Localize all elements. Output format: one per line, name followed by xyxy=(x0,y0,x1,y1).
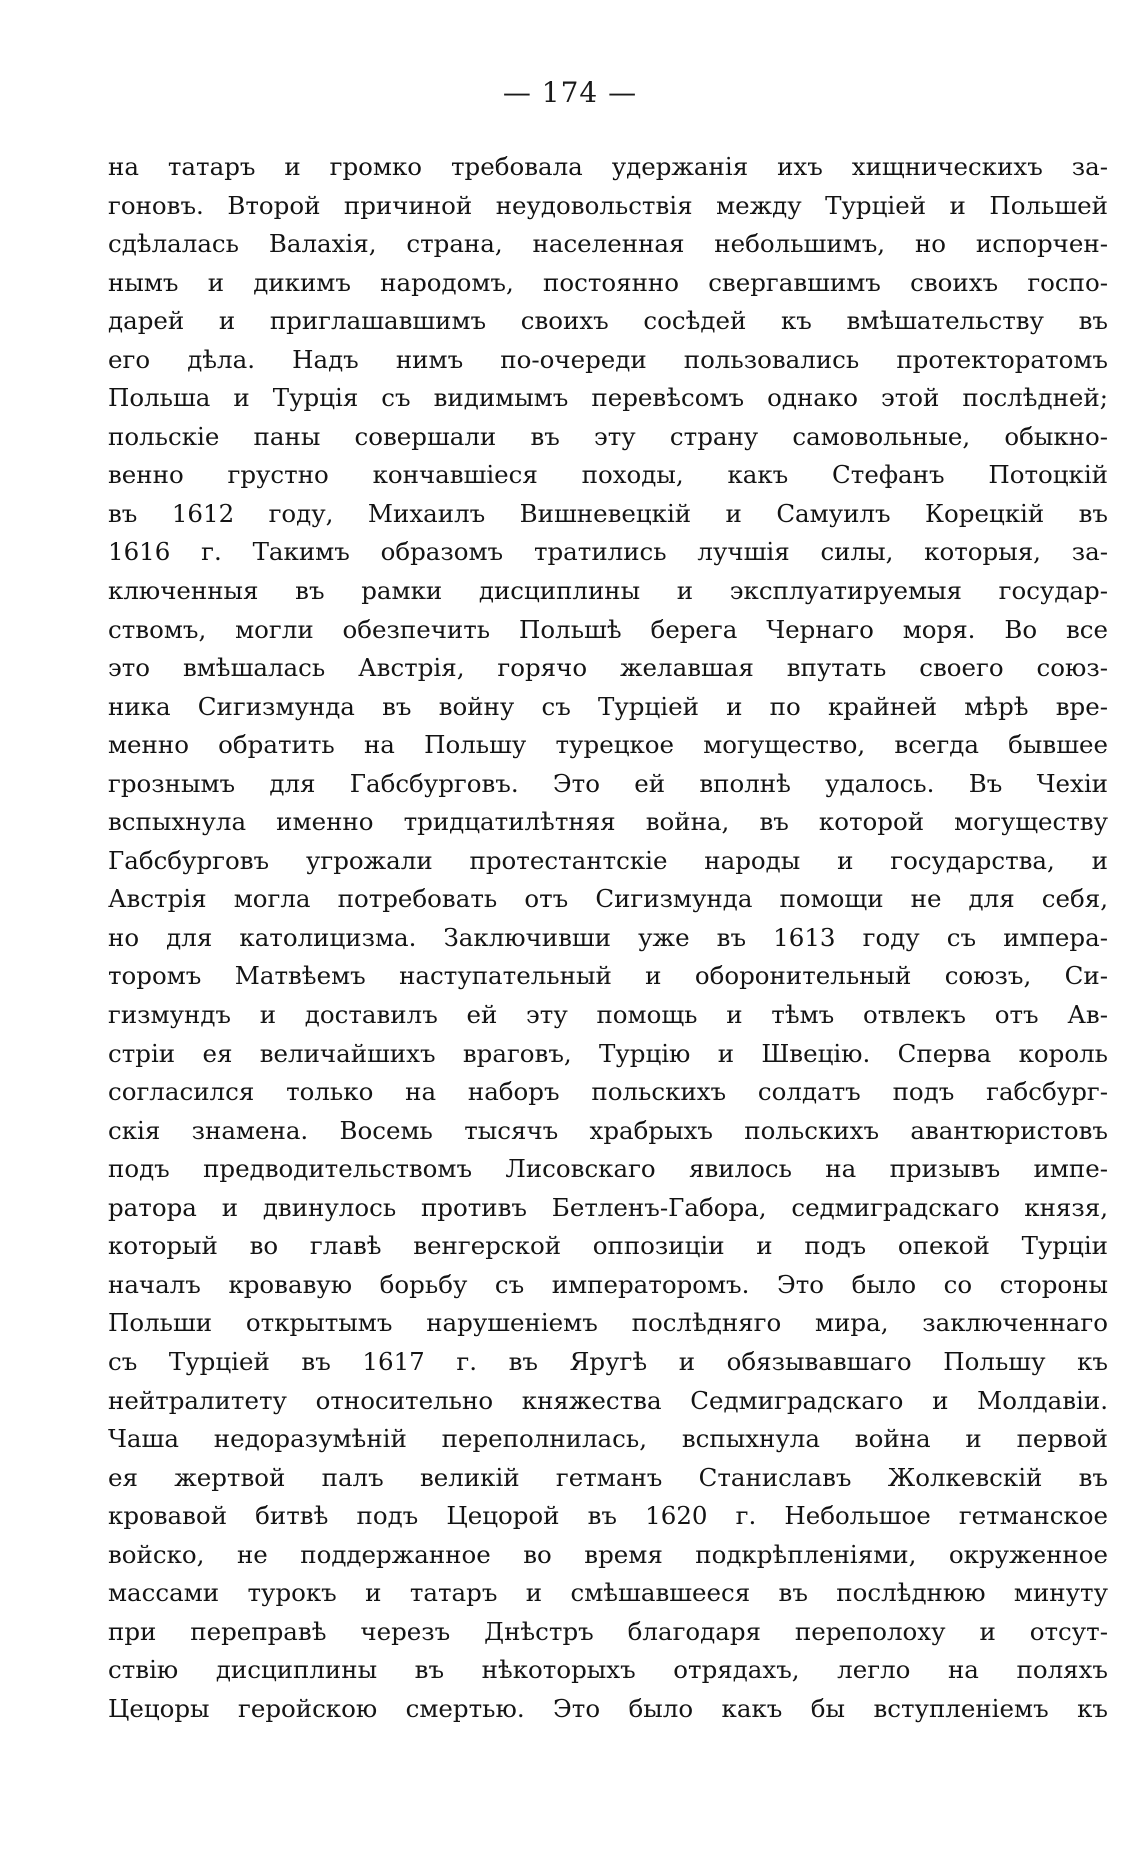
text-line: стріи ея величайшихъ враговъ, Турцію и Швецію. Сперва король xyxy=(108,1038,1108,1068)
text-line: ника Сигизмунда въ войну съ Турціей и по крайней мѣрѣ вре- xyxy=(108,691,1108,721)
text-line: менно обратить на Польшу турецкое могущество, всегда бывшее xyxy=(108,730,1108,760)
text-line: кровавой битвѣ подъ Цецорой въ 1620 г. Небольшое гетманское xyxy=(108,1501,1108,1531)
text-line: нейтралитету относительно княжества Седмиградскаго и Молдавіи. xyxy=(108,1385,1108,1415)
text-line: вспыхнула именно тридцатилѣтняя война, въ которой могуществу xyxy=(108,807,1108,837)
text-line: но для католицизма. Заключивши уже въ 1613 году съ импера- xyxy=(108,922,1108,952)
text-line: Габсбурговъ угрожали протестантскіе народы и государства, и xyxy=(108,845,1108,875)
text-line: согласился только на наборъ польскихъ солдатъ подъ габсбург- xyxy=(108,1077,1108,1107)
body-text xyxy=(108,148,1108,1728)
text-line: Австрія могла потребовать отъ Сигизмунда помощи не для себя, xyxy=(108,884,1108,914)
text-line: грознымъ для Габсбурговъ. Это ей вполнѣ удалось. Въ Чехіи xyxy=(108,768,1108,798)
text-line: его дѣла. Надъ нимъ по-очереди пользовались протекторатомъ xyxy=(108,344,1108,374)
text-line: въ 1612 году, Михаилъ Вишневецкій и Самуилъ Корецкій въ xyxy=(108,498,1108,528)
text-line: который во главѣ венгерской оппозиціи и подъ опекой Турціи xyxy=(108,1231,1108,1261)
text-line: при переправѣ черезъ Днѣстръ благодаря переполоху и отсут- xyxy=(108,1616,1108,1646)
text-line: ратора и двинулось противъ Бетленъ-Габора, седмиградскаго князя, xyxy=(108,1192,1108,1222)
text-line: нымъ и дикимъ народомъ, постоянно свергавшимъ своихъ госпо- xyxy=(108,267,1108,297)
text-line: гизмундъ и доставилъ ей эту помощь и тѣмъ отвлекъ отъ Ав- xyxy=(108,1000,1108,1030)
text-line: ея жертвой палъ великій гетманъ Станиславъ Жолкевскій въ xyxy=(108,1462,1108,1492)
text-line: сдѣлалась Валахія, страна, населенная небольшимъ, но испорчен- xyxy=(108,229,1108,259)
text-line: Цецоры геройскою смертью. Это было какъ бы вступленіемъ къ xyxy=(108,1693,1108,1723)
page-number: — 174 — xyxy=(502,76,638,109)
text-line: началъ кровавую борьбу съ императоромъ. Это было со стороны xyxy=(108,1269,1108,1299)
text-line: гоновъ. Второй причиной неудовольствія между Турціей и Польшей xyxy=(108,190,1108,220)
text-line: венно грустно кончавшіеся походы, какъ Стефанъ Потоцкій xyxy=(108,460,1108,490)
text-line: съ Турціей въ 1617 г. въ Яругѣ и обязывавшаго Польшу къ xyxy=(108,1346,1108,1376)
text-line: польскіе паны совершали въ эту страну самовольные, обыкно- xyxy=(108,421,1108,451)
text-line: скія знамена. Восемь тысячъ храбрыхъ польскихъ авантюристовъ xyxy=(108,1115,1108,1145)
text-line: на татаръ и громко требовала удержанія ихъ хищническихъ за- xyxy=(108,152,1108,181)
text-line: подъ предводительствомъ Лисовскаго явилось на призывъ импе- xyxy=(108,1154,1108,1184)
text-line: дарей и приглашавшимъ своихъ сосѣдей къ вмѣшательству въ xyxy=(108,306,1108,336)
text-line: войско, не поддержанное во время подкрѣпленіями, окруженное xyxy=(108,1539,1108,1569)
text-line: Польши открытымъ нарушеніемъ послѣдняго мира, заключеннаго xyxy=(108,1308,1108,1338)
text-line: ствомъ, могли обезпечить Польшѣ берега Чернаго моря. Во все xyxy=(108,614,1108,644)
text-line: Польша и Турція съ видимымъ перевѣсомъ однако этой послѣдней; xyxy=(108,383,1108,413)
text-line: 1616 г. Такимъ образомъ тратились лучшія силы, которыя, за- xyxy=(108,537,1108,567)
text-line: Чаша недоразумѣній переполнилась, вспыхнула война и первой xyxy=(108,1424,1108,1454)
text-line: массами турокъ и татаръ и смѣшавшееся въ послѣднюю минуту xyxy=(108,1578,1108,1608)
text-line: ствію дисциплины въ нѣкоторыхъ отрядахъ, легло на поляхъ xyxy=(108,1655,1108,1685)
text-line: это вмѣшалась Австрія, горячо желавшая впутать своего союз- xyxy=(108,653,1108,683)
text-line: ключенныя въ рамки дисциплины и эксплуатируемыя государ- xyxy=(108,576,1108,606)
text-line: торомъ Матвѣемъ наступательный и оборонительный союзъ, Си- xyxy=(108,961,1108,991)
